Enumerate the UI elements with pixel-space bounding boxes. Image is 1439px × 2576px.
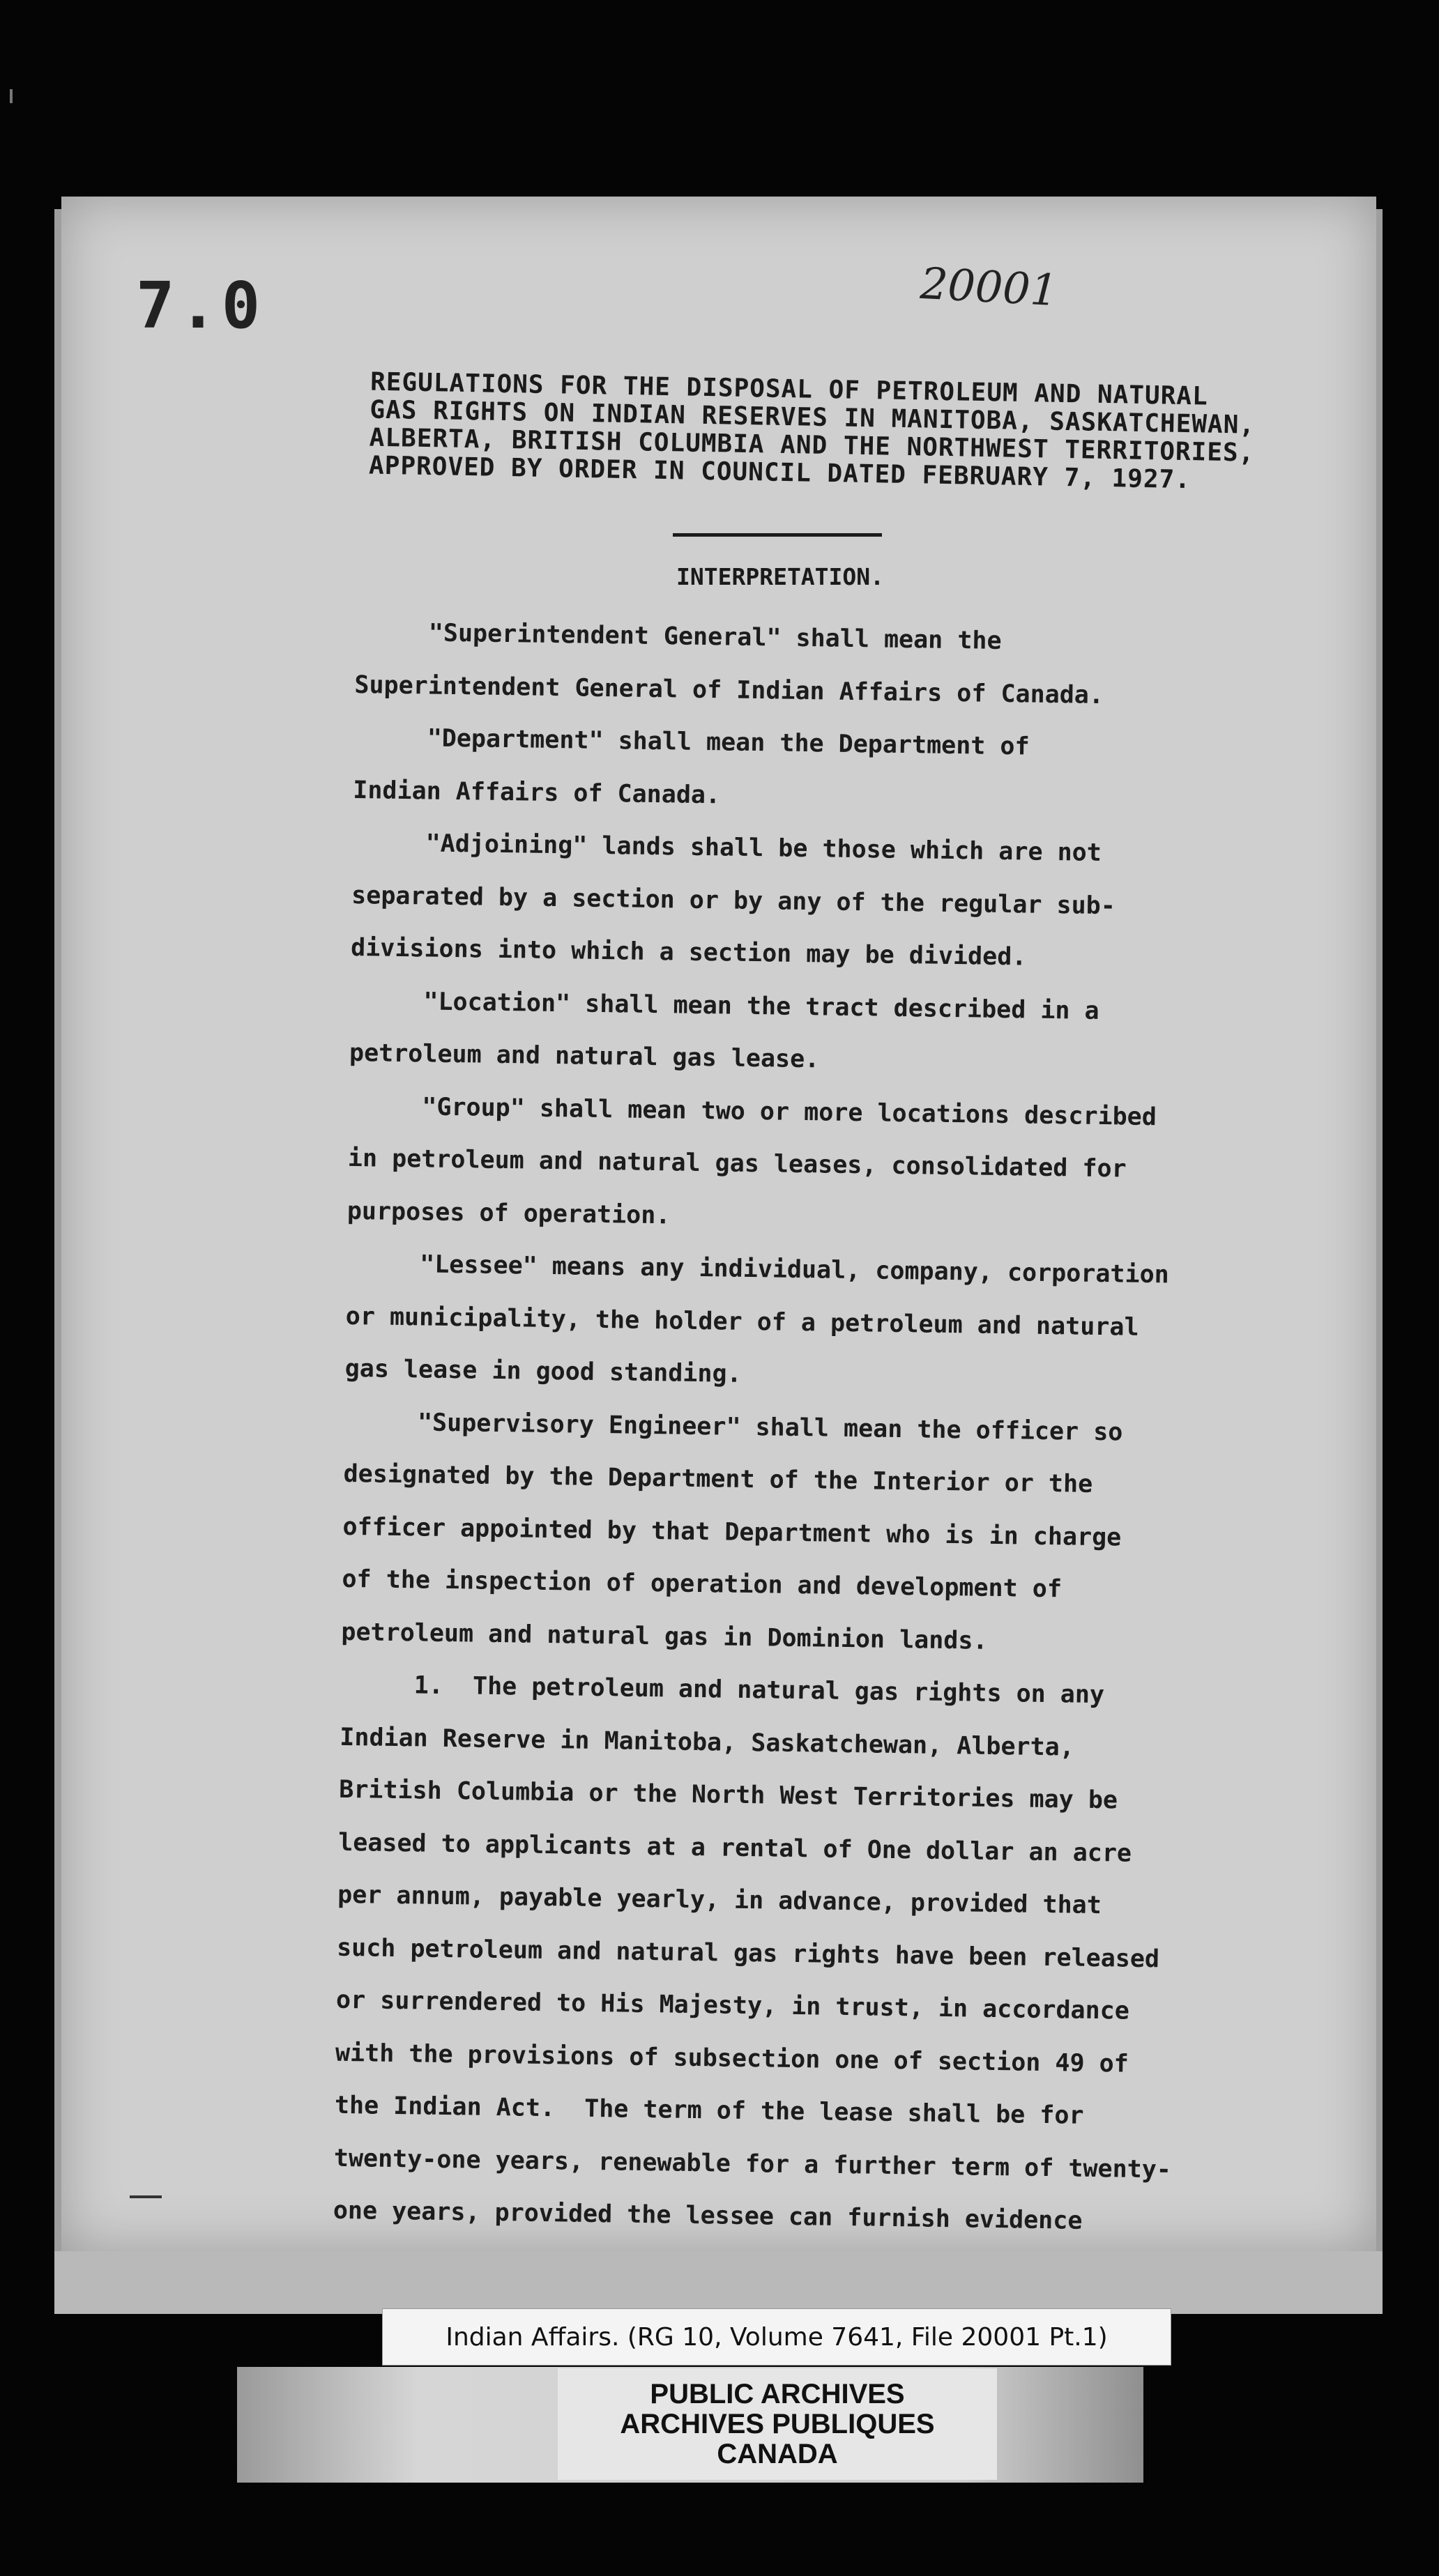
archive-citation-label: Indian Affairs. (RG 10, Volume 7641, File 20001 Pt.1) xyxy=(382,2308,1171,2366)
body-line: gas lease in good standing. xyxy=(344,1354,742,1388)
body-line: one years, provided the lessee can furnish evidence xyxy=(333,2196,1083,2235)
body-line: separated by a section or by any of the regular sub- xyxy=(351,881,1116,920)
archives-stamp xyxy=(558,2368,997,2480)
body-line: Indian Reserve in Manitoba, Saskatchewan, Alberta, xyxy=(340,1723,1075,1762)
page-bottom-edge xyxy=(54,2251,1383,2314)
title-divider xyxy=(673,533,882,537)
body-line: petroleum and natural gas in Dominion lands. xyxy=(341,1618,988,1655)
body-line: "Department" shall mean the Department of xyxy=(353,723,1030,761)
margin-mark xyxy=(130,2195,162,2198)
body-line: of the inspection of operation and development of xyxy=(342,1565,1063,1604)
body-line: designated by the Department of the Interior or the xyxy=(343,1459,1093,1498)
document-title: REGULATIONS FOR THE DISPOSAL OF PETROLEUM AND NATURAL GAS RIGHTS ON INDIAN RESERVES IN MANITOBA, SASKATCHEWAN, ALBERTA, BRITISH COLUMBIA AND THE NORTHWEST TERRITORIES, APPROVED BY ORDER IN COUNCIL DATED FEBRUARY 7, 1927. xyxy=(368,367,1256,495)
document-body xyxy=(333,606,1304,2251)
body-line: or municipality, the holder of a petroleum and natural xyxy=(345,1302,1139,1342)
film-edge-mark xyxy=(10,89,13,103)
body-line: "Supervisory Engineer" shall mean the officer so xyxy=(344,1407,1123,1446)
body-line: "Group" shall mean two or more locations described xyxy=(348,1091,1157,1131)
section-heading: INTERPRETATION. xyxy=(676,563,885,590)
body-line: petroleum and natural gas lease. xyxy=(349,1038,820,1074)
body-line: Superintendent General of Indian Affairs of Canada. xyxy=(354,670,1104,710)
body-line: 1. The petroleum and natural gas rights on any xyxy=(340,1670,1105,1710)
body-line: with the provisions of subsection one of section 49 of xyxy=(335,2039,1129,2078)
body-line: or surrendered to His Majesty, in trust, in accordance xyxy=(335,1986,1130,2025)
body-line: British Columbia or the North West Territories may be xyxy=(339,1775,1118,1815)
stamp-line-english: PUBLIC ARCHIVES xyxy=(650,2378,905,2409)
body-line: leased to applicants at a rental of One dollar an acre xyxy=(337,1828,1132,1868)
body-line: "Lessee" means any individual, company, corporation xyxy=(346,1249,1170,1289)
body-line: purposes of operation. xyxy=(347,1197,671,1229)
body-line: divisions into which a section may be divided. xyxy=(350,933,1027,972)
corner-mark: 7.0 xyxy=(136,268,265,343)
body-line: such petroleum and natural gas rights have been released xyxy=(336,1933,1160,1973)
body-line: Indian Affairs of Canada. xyxy=(353,776,721,809)
body-line: per annum, payable yearly, in advance, provided that xyxy=(337,1880,1102,1920)
body-line: twenty-one years, renewable for a further term of twenty- xyxy=(333,2144,1172,2184)
body-line: in petroleum and natural gas leases, consolidated for xyxy=(347,1144,1127,1183)
stamp-line-country: CANADA xyxy=(717,2438,838,2469)
body-line: "Superintendent General" shall mean the xyxy=(355,618,1002,655)
body-line: the Indian Act. The term of the lease shall be for xyxy=(334,2091,1084,2130)
body-line: officer appointed by that Department who is in charge xyxy=(342,1512,1122,1551)
body-line: "Location" shall mean the tract described in a xyxy=(349,986,1099,1025)
stamp-line-french: ARCHIVES PUBLIQUES xyxy=(620,2408,935,2439)
body-line: "Adjoining" lands shall be those which are not xyxy=(351,828,1102,867)
handwritten-document-number: 20001 xyxy=(919,257,1060,316)
